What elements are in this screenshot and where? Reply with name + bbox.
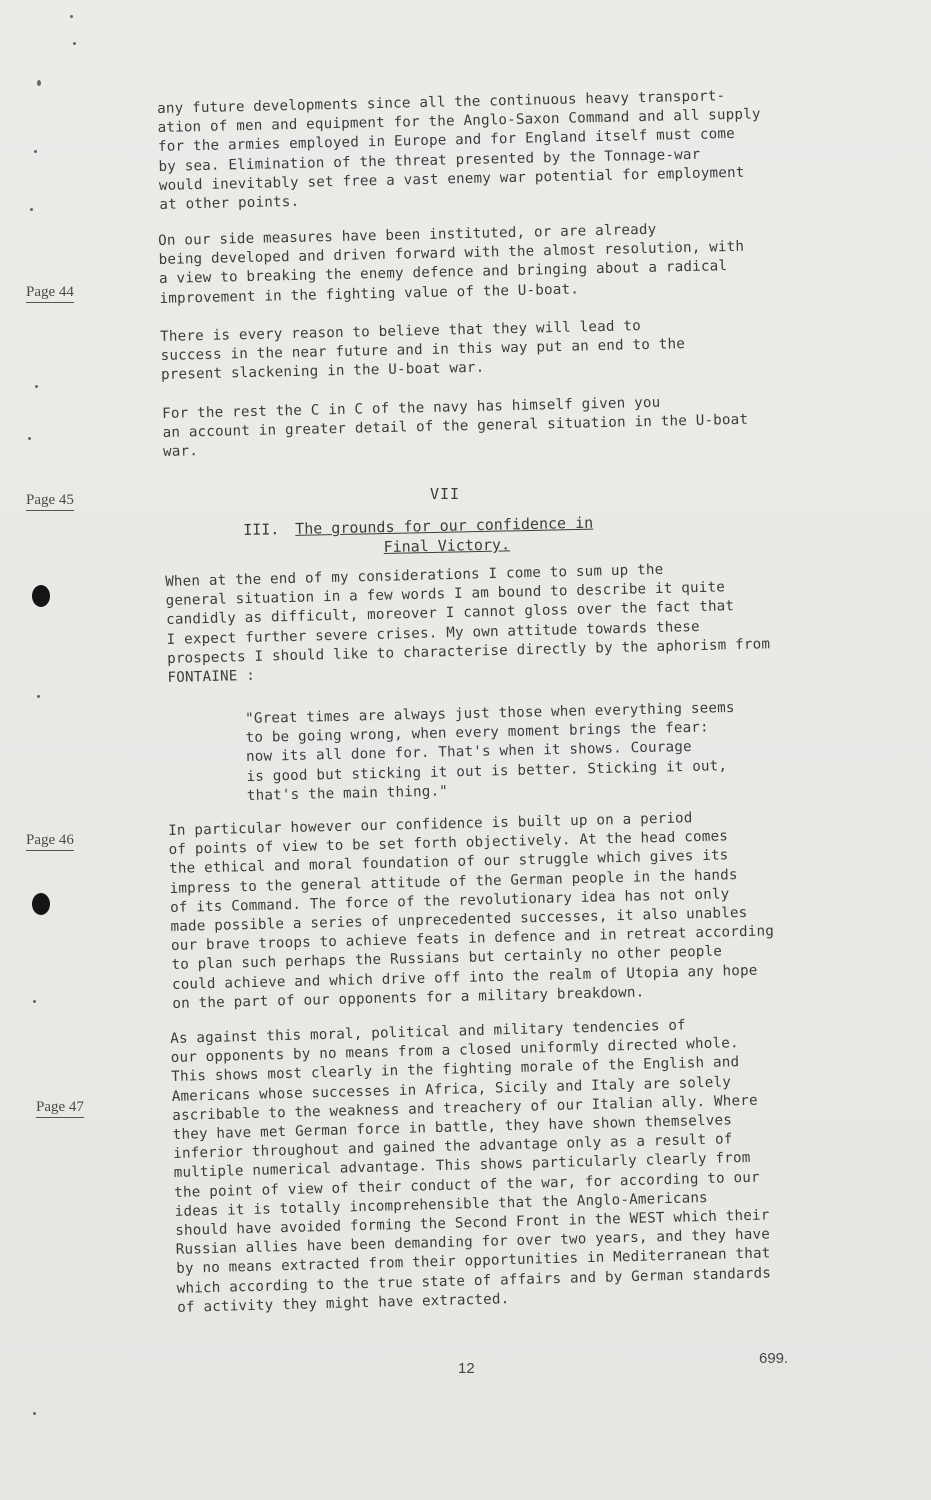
page-number: 12 [458,1360,475,1377]
body-paragraph: For the rest the C in C of the navy has himself given you an account in greater detail of the general situation in the U-boat war. [162,394,749,461]
margin-speck [30,208,33,211]
quotation: "Great times are always just those when everything seems to be going wrong, when every moment brings the fear: now its all done for. That's when it shows. Courage is good but sticking it out is better. Sticking it out, that's the main thing." [245,699,735,804]
margin-note-page-44: Page 44 [26,284,74,303]
body-paragraph: When at the end of my considerations I come to sum up the general situation in a few words I am bound to describe it quite candidly as difficult, moreover I cannot gloss over the fact that I expect further severe crises. My own attitude towards these prospects I should like to characterise directly by the aphorism from FONTAINE : [165,561,771,686]
margin-speck [33,1412,36,1415]
margin-speck [37,80,41,86]
document-number: 699. [759,1350,789,1367]
margin-speck [34,150,37,153]
margin-speck [35,385,38,388]
body-paragraph: There is every reason to believe that they will lead to success in the near future and in this way put an end to the present slackening in the U-boat war. [160,318,686,384]
punch-hole [32,893,50,915]
heading-line-2: Final Victory. [383,535,511,557]
margin-speck [33,1000,36,1003]
margin-speck [37,695,40,698]
heading-number: III. [243,520,280,539]
margin-note-page-47: Page 47 [36,1099,84,1118]
margin-speck [28,437,31,440]
body-paragraph: In particular however our confidence is built up on a period of points of view to be set forth objectively. At the head comes the ethical and moral foundation of our struggle which gives its impress to the general attitude of the German people in the hands of its Command. The force of the revolutionary idea has not only made possible a series of unprecedented successes, it also unables our brave troops to achieve feats in defence and in retreat according to plan such perhaps the Russians but certainly no other people could achieve and which drive off into the realm of Utopia any hope on the part of our opponents for a military breakdown. [168,810,775,1012]
body-paragraph: any future developments since all the continuous heavy transport- ation of men and equipment for the Anglo-Saxon Command and all supply for the armies employed in Europe and for England itself must come by sea. Elimination of the threat presented by the Tonnage-war would inevitably set free a vast enemy war potential for employment at other points. [157,88,761,213]
body-paragraph: As against this moral, political and military tendencies of our opponents by no means from a closed uniformly directed whole. This shows most clearly in the fighting morale of the English and Americans whose successes in Africa, Sicily and Italy are solely ascribable to the weakness and treachery of our Italian ally. Where they have met German force in battle, they have shown themselves inferior throughout and gained the advantage only as a result of multiple numerical advantage. This shows particularly clearly from the point of view of their conduct of the war, for according to our ideas it is totally incomprehensible that the Anglo-Americans should have avoided forming the Second Front in the WEST which their Russian allies have been demanding for over two years, and they have by no means extracted from their opportunities in Mediterranean that which according to the true state of affairs and by German standards of activity they might have extracted. [170,1017,772,1316]
margin-note-page-46: Page 46 [26,832,74,851]
margin-speck [70,15,73,18]
margin-speck [73,42,76,45]
punch-hole [32,585,50,607]
body-paragraph: On our side measures have been instituted, or are already being developed and driven forward with the almost resolution, with a view to breaking the enemy defence and bringing about a radical improvement in the fighting value of the U-boat. [158,221,745,307]
section-number: VII [430,485,461,503]
section-heading [243,512,644,560]
heading-line-1: The grounds for our confidence in [295,513,594,538]
margin-note-page-45: Page 45 [26,492,74,511]
